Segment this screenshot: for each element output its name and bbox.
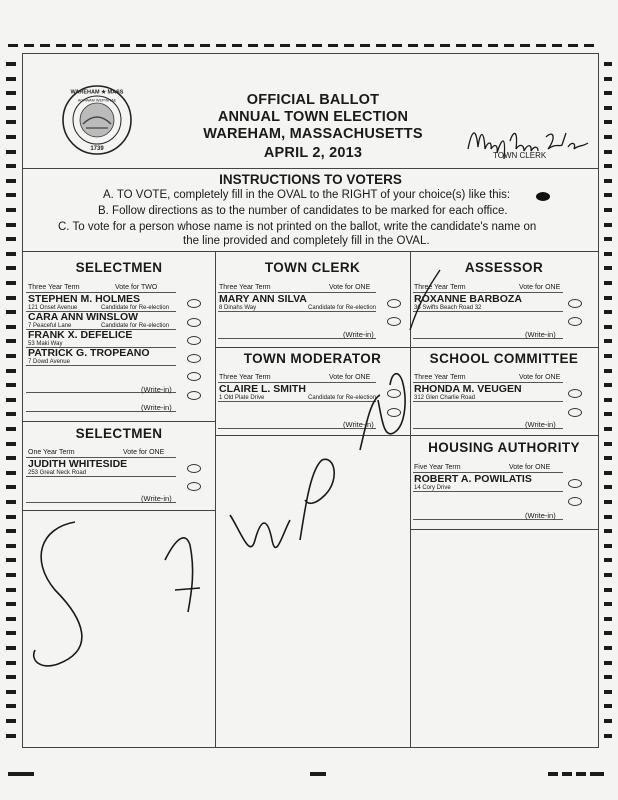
timing-mark [6, 354, 16, 358]
timing-mark [6, 690, 16, 694]
timing-mark [6, 383, 16, 387]
timing-mark [6, 398, 16, 402]
timing-mark [6, 675, 16, 679]
timing-mark [562, 772, 572, 776]
timing-mark [6, 442, 16, 446]
timing-mark [604, 325, 612, 329]
candidate-address: 53 Maki Way [28, 341, 63, 347]
ballot-frame [22, 53, 599, 748]
timing-mark [604, 266, 612, 270]
timing-mark [504, 44, 514, 47]
timing-mark [604, 456, 612, 460]
timing-mark [604, 310, 612, 314]
ballot-header [23, 54, 598, 169]
term-label: Three Year Term [414, 374, 466, 381]
vote-oval[interactable] [387, 389, 401, 398]
svg-text:WAREHAM ★ MASS: WAREHAM ★ MASS [70, 89, 124, 96]
write-in-oval[interactable] [387, 408, 401, 417]
timing-mark [6, 412, 16, 416]
candidate-address: 36 Swifts Beach Road 32 [414, 305, 482, 311]
instruction-c: C. To vote for a person whose name is not printed on the ballot, write the candidate's name on [58, 221, 537, 233]
timing-mark [6, 266, 16, 270]
timing-mark [6, 310, 16, 314]
office-title: SELECTMEN [75, 426, 163, 441]
timing-mark [604, 106, 612, 110]
timing-mark [604, 164, 612, 168]
timing-mark [6, 179, 16, 183]
timing-mark [604, 734, 612, 738]
timing-mark [6, 281, 16, 285]
timing-mark [6, 296, 16, 300]
vote-for-label: Vote for ONE [519, 374, 561, 381]
timing-mark [8, 44, 18, 47]
timing-mark [604, 529, 612, 533]
filled-oval-example [536, 192, 550, 201]
term-label: Three Year Term [414, 284, 466, 291]
timing-mark [392, 44, 402, 47]
reelection-note: Candidate for Re-election [308, 395, 377, 401]
timing-mark [604, 91, 612, 95]
timing-mark [604, 661, 612, 665]
office-title: TOWN CLERK [264, 260, 361, 275]
timing-mark [6, 704, 16, 708]
timing-mark [472, 44, 482, 47]
instruction-a: A. TO VOTE, completely fill in the OVAL to the RIGHT of your choice(s) like this: [103, 189, 511, 201]
timing-mark [184, 44, 194, 47]
timing-mark [6, 208, 16, 212]
write-in-oval[interactable] [568, 497, 582, 506]
timing-mark [604, 427, 612, 431]
write-in-oval[interactable] [187, 372, 201, 381]
timing-mark [604, 631, 612, 635]
candidate-address: 312 Glen Charlie Road [414, 395, 476, 401]
vote-for-label: Vote for ONE [329, 284, 371, 291]
write-in-oval[interactable] [568, 317, 582, 326]
write-in-label: (Write-in) [525, 420, 556, 429]
timing-mark [440, 44, 450, 47]
vote-oval[interactable] [187, 464, 201, 473]
timing-mark [6, 456, 16, 460]
candidate-address: 7 Peaceful Lane [28, 323, 72, 329]
instruction-c-continued: the line provided and completely fill in the OVAL. [183, 235, 430, 247]
timing-mark [6, 339, 16, 343]
timing-mark [604, 719, 612, 723]
vote-oval[interactable] [568, 479, 582, 488]
timing-mark [536, 44, 546, 47]
term-label: One Year Term [28, 449, 75, 456]
vote-oval[interactable] [187, 354, 201, 363]
timing-mark [6, 631, 16, 635]
write-in-label: (Write-in) [343, 330, 374, 339]
timing-mark [6, 617, 16, 621]
office-title: TOWN MODERATOR [243, 351, 382, 366]
instructions [23, 170, 598, 252]
timing-mark [604, 602, 612, 606]
timing-mark [6, 588, 16, 592]
timing-mark [328, 44, 338, 47]
office-title: ASSESSOR [464, 260, 544, 275]
timing-mark [6, 661, 16, 665]
candidate-name: PATRICK G. TROPEANO [28, 347, 150, 359]
write-in-label: (Write-in) [525, 330, 556, 339]
timing-mark [604, 120, 612, 124]
timing-mark [6, 485, 16, 489]
term-label: Three Year Term [28, 284, 80, 291]
timing-mark [604, 62, 612, 66]
timing-mark [88, 44, 98, 47]
vote-for-label: Vote for ONE [329, 374, 371, 381]
timing-mark [296, 44, 306, 47]
timing-mark [120, 44, 130, 47]
timing-mark [6, 135, 16, 139]
timing-mark [232, 44, 242, 47]
write-in-oval[interactable] [187, 482, 201, 491]
candidate-address: 14 Cory Drive [414, 485, 451, 491]
timing-mark [568, 44, 578, 47]
instructions-heading: INSTRUCTIONS TO VOTERS [219, 172, 402, 187]
timing-mark [310, 772, 326, 776]
timing-mark [6, 369, 16, 373]
timing-mark [552, 44, 562, 47]
timing-mark [168, 44, 178, 47]
election-name: ANNUAL TOWN ELECTION [217, 109, 409, 125]
candidate-name: FRANK X. DEFELICE [28, 329, 133, 341]
timing-mark [604, 237, 612, 241]
timing-mark [248, 44, 258, 47]
term-label: Five Year Term [414, 464, 461, 471]
timing-mark [136, 44, 146, 47]
candidate-address: 7 Dowd Avenue [28, 359, 70, 365]
timing-mark [376, 44, 386, 47]
timing-mark [6, 646, 16, 650]
candidate-address: 121 Onset Avenue [28, 305, 78, 311]
write-in-label: (Write-in) [141, 494, 172, 503]
timing-mark [604, 252, 612, 256]
write-in-label: (Write-in) [525, 511, 556, 520]
timing-mark [604, 281, 612, 285]
vote-oval[interactable] [568, 299, 582, 308]
write-in-label: (Write-in) [141, 403, 172, 412]
timing-mark [424, 44, 434, 47]
timing-mark [604, 412, 612, 416]
timing-mark [312, 44, 322, 47]
timing-mark [604, 690, 612, 694]
town-name: WAREHAM, MASSACHUSETTS [203, 126, 423, 142]
candidate-name: ROBERT A. POWILATIS [414, 473, 532, 485]
timing-mark [604, 339, 612, 343]
vote-oval[interactable] [387, 299, 401, 308]
timing-mark [6, 515, 16, 519]
candidate-address: 8 Dinahs Way [219, 305, 257, 311]
timing-mark [604, 515, 612, 519]
candidate-name: JUDITH WHITESIDE [28, 458, 128, 470]
timing-mark [104, 44, 114, 47]
office-title: HOUSING AUTHORITY [428, 440, 580, 455]
candidate-name: ROXANNE BARBOZA [414, 293, 522, 305]
timing-mark [604, 646, 612, 650]
timing-mark [6, 719, 16, 723]
timing-mark [6, 325, 16, 329]
timing-mark [216, 44, 226, 47]
timing-mark [8, 772, 34, 776]
timing-mark [408, 44, 418, 47]
signer-label: TOWN CLERK [493, 151, 547, 160]
timing-mark [488, 44, 498, 47]
timing-mark [6, 62, 16, 66]
vote-for-label: Vote for ONE [509, 464, 551, 471]
reelection-note: Candidate for Re-election [308, 305, 377, 311]
ballot-title: OFFICIAL BALLOT [246, 92, 380, 108]
vote-oval[interactable] [187, 336, 201, 345]
candidate-address: 253 Great Neck Road [28, 470, 87, 476]
svg-text:AGAWAM WEPINNAE: AGAWAM WEPINNAE [77, 98, 117, 103]
office-title: SELECTMEN [75, 260, 163, 275]
timing-mark [604, 208, 612, 212]
svg-text:1739: 1739 [90, 146, 104, 152]
timing-mark [604, 354, 612, 358]
timing-mark [280, 44, 290, 47]
timing-mark [604, 296, 612, 300]
timing-mark [604, 383, 612, 387]
vote-for-label: Vote for ONE [519, 284, 561, 291]
timing-mark [72, 44, 82, 47]
timing-mark [604, 573, 612, 577]
reelection-note: Candidate for Re-election [101, 305, 170, 311]
timing-mark [6, 77, 16, 81]
candidate-name: RHONDA M. VEUGEN [414, 383, 522, 395]
timing-mark [344, 44, 354, 47]
timing-mark [604, 500, 612, 504]
vote-oval[interactable] [187, 299, 201, 308]
timing-mark [604, 398, 612, 402]
timing-mark [584, 44, 594, 47]
timing-mark [604, 179, 612, 183]
election-date: APRIL 2, 2013 [263, 145, 363, 161]
timing-mark [264, 44, 274, 47]
write-in-oval[interactable] [387, 317, 401, 326]
timing-mark [604, 223, 612, 227]
candidate-name: STEPHEN M. HOLMES [28, 293, 141, 305]
timing-mark [604, 675, 612, 679]
timing-mark [604, 704, 612, 708]
timing-mark [604, 485, 612, 489]
timing-mark [360, 44, 370, 47]
timing-mark [604, 369, 612, 373]
timing-mark [520, 44, 530, 47]
timing-mark [24, 44, 34, 47]
timing-mark [6, 106, 16, 110]
timing-mark [604, 558, 612, 562]
timing-mark [6, 734, 16, 738]
term-label: Three Year Term [219, 374, 271, 381]
timing-mark [40, 44, 50, 47]
timing-mark [6, 193, 16, 197]
timing-mark [604, 471, 612, 475]
candidate-address: 1 Old Plate Drive [219, 395, 265, 401]
timing-mark [604, 442, 612, 446]
timing-mark [152, 44, 162, 47]
vote-for-label: Vote for ONE [123, 449, 165, 456]
timing-mark [200, 44, 210, 47]
instruction-b: B. Follow directions as to the number of candidates to be marked for each office. [98, 205, 508, 217]
write-in-label: (Write-in) [141, 385, 172, 394]
timing-mark [604, 150, 612, 154]
timing-mark [6, 500, 16, 504]
timing-mark [604, 588, 612, 592]
timing-mark [456, 44, 466, 47]
timing-mark [604, 193, 612, 197]
vote-oval[interactable] [187, 318, 201, 327]
timing-mark [6, 164, 16, 168]
vote-for-label: Vote for TWO [115, 284, 158, 291]
timing-mark [548, 772, 558, 776]
write-in-oval[interactable] [187, 391, 201, 400]
candidate-name: MARY ANN SILVA [219, 293, 307, 305]
timing-mark [6, 558, 16, 562]
timing-mark [56, 44, 66, 47]
timing-mark [604, 544, 612, 548]
timing-mark [6, 471, 16, 475]
clerk-signature [458, 119, 598, 169]
timing-mark [6, 252, 16, 256]
timing-mark [6, 91, 16, 95]
candidate-name: CLAIRE L. SMITH [219, 383, 306, 395]
timing-mark [6, 544, 16, 548]
timing-mark [6, 602, 16, 606]
timing-mark [604, 77, 612, 81]
timing-mark [604, 135, 612, 139]
reelection-note: Candidate for Re-election [101, 323, 170, 329]
timing-mark [6, 427, 16, 431]
timing-mark [590, 772, 604, 776]
term-label: Three Year Term [219, 284, 271, 291]
timing-mark [604, 617, 612, 621]
write-in-label: (Write-in) [343, 420, 374, 429]
timing-mark [576, 772, 586, 776]
timing-mark [6, 237, 16, 241]
office-title: SCHOOL COMMITTEE [429, 351, 579, 366]
timing-mark [6, 150, 16, 154]
timing-mark [6, 573, 16, 577]
write-in-oval[interactable] [568, 408, 582, 417]
timing-mark [6, 529, 16, 533]
timing-mark [6, 223, 16, 227]
town-seal-icon [61, 84, 133, 156]
timing-mark [6, 120, 16, 124]
vote-oval[interactable] [568, 389, 582, 398]
candidate-name: CARA ANN WINSLOW [28, 311, 139, 323]
